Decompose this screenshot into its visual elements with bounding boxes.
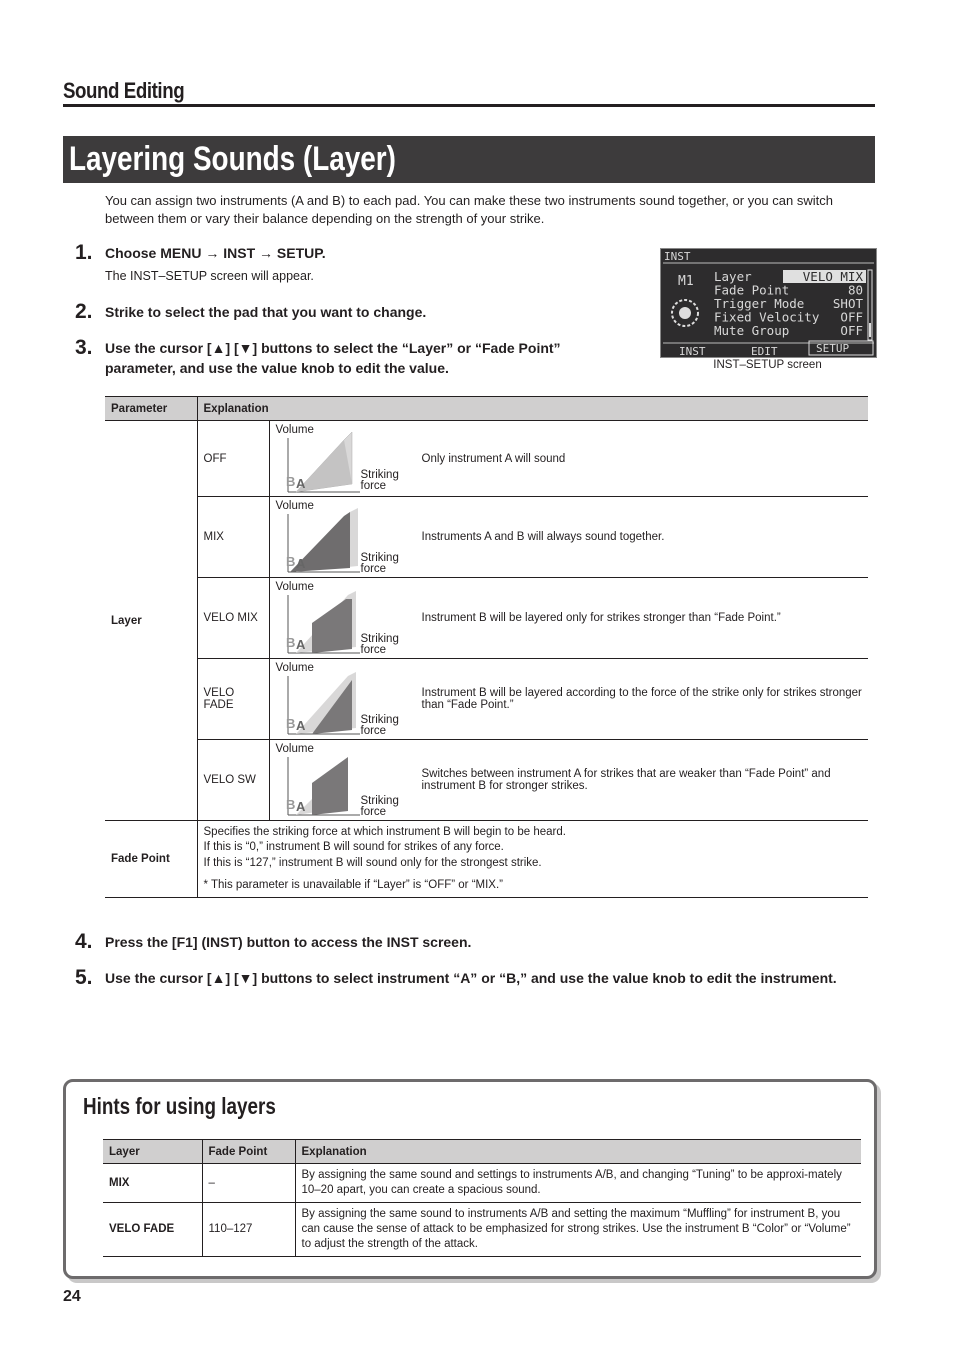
table-header-row [105, 397, 868, 421]
lcd-row-4-label: Mute Group [714, 323, 790, 338]
table-row [105, 497, 868, 578]
lcd-row-0-value: VELO MIX [802, 269, 863, 284]
step-1-sub: The INST–SETUP screen will appear. [105, 269, 314, 283]
title-bar [63, 136, 875, 183]
layer-value: MIX [197, 497, 269, 578]
layer-desc: Only instrument A will sound [416, 421, 869, 497]
hints-header-row [103, 1140, 861, 1164]
hints-header-fade: Fade Point [202, 1140, 295, 1164]
graph-b-label: B [285, 635, 295, 650]
intro-text: You can assign two instruments (A and B) to each pad. You can make these two instruments sound together, or you can switch between them or vary their balance depending on the strength of your strike. [105, 193, 833, 226]
step-5-text: Use the cursor [▲] [▼] buttons to select instrument “A” or “B,” and use the value knob to edit the instrument. [105, 970, 837, 986]
lcd-tab-edit: EDIT [751, 345, 778, 357]
graph-mix [276, 498, 416, 576]
layer-graph-cell [269, 421, 416, 497]
table-row [105, 659, 868, 740]
lcd-tab-setup: SETUP [816, 342, 850, 355]
graph-velo-mix [276, 579, 416, 657]
graph-a-label: A [295, 475, 305, 491]
graph-velo-fade [276, 660, 416, 738]
hint-layer: VELO FADE [103, 1203, 202, 1257]
graph-volume-label: Volume [275, 500, 314, 512]
inst-setup-screen [660, 248, 877, 358]
layer-value: OFF [197, 421, 269, 497]
graph-force-label: Striking force [360, 714, 399, 737]
table-row [105, 421, 868, 497]
graph-volume-label: Volume [275, 423, 314, 436]
graph-a-label: A [295, 637, 305, 652]
layer-desc: Instrument B will be layered only for strikes stronger than “Fade Point.” [416, 578, 869, 659]
graph-b-label: B [285, 554, 295, 569]
lcd-pad: M1 [678, 274, 694, 289]
graph-b-label: B [285, 716, 295, 731]
layer-graph-cell [269, 740, 416, 821]
graph-volume-label: Volume [275, 581, 314, 593]
layer-value: VELO SW [197, 740, 269, 821]
fade-line-3: If this is “127,” instrument B will sound only for the strongest strike. [203, 856, 542, 869]
lcd-row-0-label: Layer [714, 269, 752, 284]
page-title: Layering Sounds (Layer) [69, 140, 396, 178]
step-1-number: 1. [75, 241, 93, 264]
hint-fade: 110–127 [202, 1203, 295, 1257]
graph-velo-sw [276, 741, 416, 819]
graph-force-label: Striking force [360, 633, 399, 656]
fade-line-1: Specifies the striking force at which instrument B will begin to be heard. [203, 825, 566, 838]
graph-b-label: B [285, 797, 295, 812]
graph-a-label: A [295, 799, 305, 814]
hint-layer: MIX [103, 1164, 202, 1203]
pad-icon [672, 300, 698, 326]
step-4-number: 4. [75, 930, 93, 953]
param-layer: Layer [105, 421, 197, 821]
lcd-caption: INST–SETUP screen [713, 359, 822, 371]
lcd-row-2-value: SHOT [832, 296, 863, 311]
layer-desc: Instrument B will be layered according to the force of the strike only for strikes stronger than “Fade Point.” [416, 659, 869, 740]
layer-graph-cell [269, 497, 416, 578]
lcd-row-3-label: Fixed Velocity [714, 309, 820, 325]
lcd-row-3-value: OFF [840, 309, 863, 325]
graph-force-label: Striking force [360, 468, 399, 492]
layer-graph-cell [269, 578, 416, 659]
hints-header-layer: Layer [103, 1140, 202, 1164]
hint-text: By assigning the same sound and settings to instruments A/B, and changing “Tuning” to be approxi-mately 10–20 apart, you can create a spacious sound. [295, 1164, 861, 1203]
graph-volume-label: Volume [275, 662, 314, 674]
graph-volume-label: Volume [275, 743, 314, 755]
table-row [105, 740, 868, 821]
graph-force-label: Striking force [360, 552, 399, 575]
step-4-text: Press the [F1] (INST) button to access the INST screen. [105, 934, 472, 950]
fade-point-desc [197, 821, 868, 898]
header-parameter: Parameter [105, 397, 197, 421]
section-title: Sound Editing [63, 78, 185, 103]
lcd-row-1-value: 80 [847, 282, 863, 298]
graph-a-label: A [295, 556, 305, 571]
table-row [103, 1164, 861, 1203]
fade-line-2: If this is “0,” instrument B will sound for strikes of any force. [203, 841, 504, 853]
parameter-table [105, 396, 868, 898]
section-header [63, 78, 875, 107]
graph-off [276, 422, 416, 496]
layer-value: VELO FADE [197, 659, 269, 740]
layer-desc: Instruments A and B will always sound together. [416, 497, 869, 578]
layer-value: VELO MIX [197, 578, 269, 659]
page-number: 24 [63, 1288, 81, 1305]
hint-fade: – [202, 1164, 295, 1203]
header-explanation: Explanation [197, 397, 868, 421]
param-fade-point: Fade Point [105, 821, 197, 898]
table-row [105, 821, 868, 898]
graph-b-label: B [285, 473, 295, 489]
table-row [105, 578, 868, 659]
graph-a-label: A [295, 718, 305, 733]
layer-graph-cell [269, 659, 416, 740]
lcd-header: INST [664, 250, 691, 263]
table-row [103, 1203, 861, 1257]
layer-desc: Switches between instrument A for strikes that are weaker than “Fade Point” and instrument B for stronger strikes. [416, 740, 869, 821]
lcd-display [661, 249, 876, 357]
hint-text: By assigning the same sound to instruments A/B and setting the maximum “Muffling” for instrument B, you can cause the sense of attack to be emphasized for strong strikes. Use the instrument B “Color” or “Volume” to adjust the strength of the attack. [295, 1203, 861, 1257]
hints-header-explanation: Explanation [295, 1140, 861, 1164]
hints-title: Hints for using layers [83, 1093, 276, 1119]
lcd-tab-inst: INST [679, 345, 706, 357]
lcd-row-2-label: Trigger Mode [714, 296, 805, 311]
step-2-number: 2. [75, 300, 93, 323]
step-3-text: Use the cursor [▲] [▼] buttons to select the “Layer” or “Fade Point” parameter, and use the value knob to edit the value. [105, 340, 561, 376]
lcd-row-1-label: Fade Point [714, 282, 790, 298]
step-3-number: 3. [75, 336, 93, 359]
step-1-text: Choose MENU → INST → SETUP. [105, 245, 326, 261]
fade-note: * This parameter is unavailable if “Layer” is “OFF” or “MIX.” [203, 879, 504, 891]
graph-force-label: Striking force [360, 795, 399, 818]
step-2-text: Strike to select the pad that you want to change. [105, 304, 427, 320]
step-5-number: 5. [75, 966, 93, 989]
lcd-row-4-value: OFF [840, 323, 863, 338]
hints-table [103, 1139, 861, 1257]
